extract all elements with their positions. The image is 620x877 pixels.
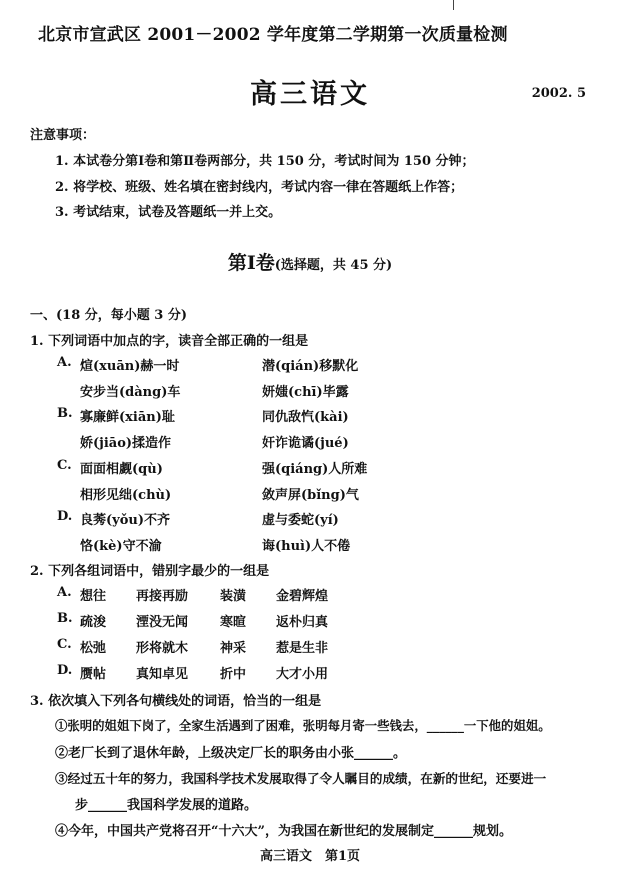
q1-d-word-2: 虚与委蛇(yí) <box>262 513 339 528</box>
q2-option-a-label: A. <box>57 585 72 600</box>
q1-b-word-4: 奸诈诡谲(jué) <box>262 436 349 451</box>
exam-date: 2002. 5 <box>531 86 586 101</box>
q1-a-word-4: 妍媸(chī)毕露 <box>262 385 349 400</box>
page-title: 高三语文 <box>250 79 370 110</box>
q1-option-b-label: B. <box>57 406 73 421</box>
question-2-stem: 2. 下列各组词语中，错别字最少的一组是 <box>30 564 270 579</box>
q2-a-word-1: 想往 <box>80 589 107 604</box>
q2-d-word-2: 真知卓见 <box>136 667 189 682</box>
q1-b-word-1: 寡廉鲜(xiān)耻 <box>80 410 175 425</box>
q2-c-word-3: 神采 <box>220 641 247 656</box>
q1-option-c-label: C. <box>57 458 72 473</box>
q1-c-word-4: 敛声屏(bǐng)气 <box>262 488 359 503</box>
q2-d-word-3: 折中 <box>220 667 247 682</box>
q1-b-word-2: 同仇敌忾(kài) <box>262 410 349 425</box>
q2-b-word-4: 返朴归真 <box>276 615 329 630</box>
q1-d-word-4: 诲(huì)人不倦 <box>262 539 351 554</box>
notice-item-3: 3. 考试结束，试卷及答题纸一并上交。 <box>55 205 282 220</box>
q1-c-word-2: 强(qiáng)人所难 <box>262 462 368 477</box>
q1-d-word-1: 良莠(yǒu)不齐 <box>80 513 170 528</box>
q2-a-word-3: 装潢 <box>220 589 247 604</box>
q3-sentence-3-line-2: 步______我国科学发展的道路。 <box>75 798 258 813</box>
section-name: 第Ⅰ卷 <box>227 252 275 274</box>
q2-a-word-2: 再接再励 <box>136 589 189 604</box>
q1-option-a-label: A. <box>57 355 72 370</box>
q3-sentence-4: ④今年，中国共产党将召开“十六大”，为我国在新世纪的发展制定______规划。 <box>55 824 512 839</box>
section-subtitle: (选择题，共 45 分) <box>274 258 393 273</box>
question-3-stem: 3. 依次填入下列各句横线处的词语，恰当的一组是 <box>30 694 322 709</box>
section-title <box>0 248 620 275</box>
q2-b-word-2: 湮没无闻 <box>136 615 189 630</box>
q2-a-word-4: 金碧辉煌 <box>276 589 329 604</box>
q3-sentence-1: ①张明的姐姐下岗了，全家生活遇到了困难，张明每月寄一些钱去，______一下他的姐姐。 <box>55 718 551 733</box>
q2-d-word-4: 大才小用 <box>276 667 329 682</box>
q1-c-word-3: 相形见绌(chù) <box>80 488 172 503</box>
notice-item-2: 2. 将学校、班级、姓名填在密封线内，考试内容一律在答题纸上作答； <box>55 180 464 195</box>
q2-b-word-1: 疏浚 <box>80 615 107 630</box>
q2-c-word-2: 形将就木 <box>136 641 189 656</box>
q1-a-word-2: 潜(qián)移默化 <box>262 359 359 374</box>
q1-c-word-1: 面面相觑(qù) <box>80 462 163 477</box>
q2-option-c-label: C. <box>57 637 72 652</box>
q2-d-word-1: 赝帖 <box>80 667 107 682</box>
q1-d-word-3: 恪(kè)守不渝 <box>80 539 162 554</box>
question-1-stem: 1. 下列词语中加点的字，读音全部正确的一组是 <box>30 334 309 349</box>
scan-mark <box>453 0 454 10</box>
q2-option-b-label: B. <box>57 611 73 626</box>
q3-sentence-3-line-1: ③经过五十年的努力，我国科学技术发展取得了令人瞩目的成绩，在新的世纪，还要进一 <box>55 771 547 786</box>
q2-c-word-4: 惹是生非 <box>276 641 329 656</box>
q1-a-word-3: 安步当(dàng)车 <box>80 385 181 400</box>
q2-b-word-3: 寒暄 <box>220 615 247 630</box>
q1-b-word-3: 娇(jiāo)揉造作 <box>80 436 172 451</box>
q1-option-d-label: D. <box>57 509 73 524</box>
notice-item-1: 1. 本试卷分第Ⅰ卷和第Ⅱ卷两部分，共 150 分，考试时间为 150 分钟； <box>55 154 475 169</box>
q2-option-d-label: D. <box>57 663 73 678</box>
page-footer: 高三语文 第1页 <box>259 849 361 864</box>
q1-a-word-1: 煊(xuān)赫一时 <box>80 359 180 374</box>
notice-heading: 注意事项： <box>30 128 96 143</box>
q3-sentence-2: ②老厂长到了退休年龄，上级决定厂长的职务由小张______。 <box>55 746 407 761</box>
q2-c-word-1: 松弛 <box>80 641 107 656</box>
exam-header: 北京市宣武区 2001－2002 学年度第二学期第一次质量检测 <box>38 25 508 45</box>
part-one-heading: 一、(18 分，每小题 3 分) <box>30 308 188 323</box>
